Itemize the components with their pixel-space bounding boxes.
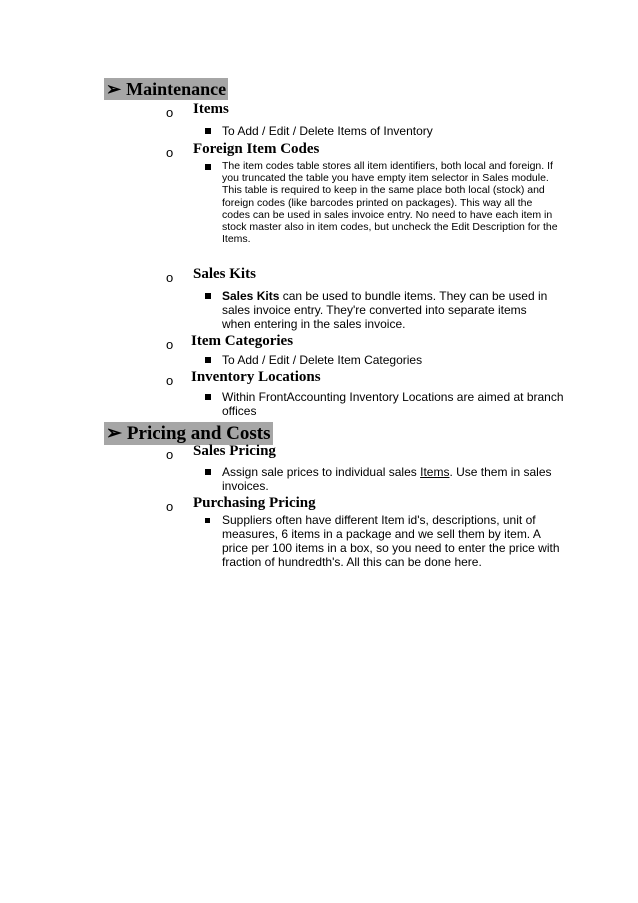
- circle-bullet-icon: o: [166, 373, 174, 388]
- bullet-text: Within FrontAccounting Inventory Locations are aimed at branch offices: [222, 390, 564, 418]
- circle-bullet-icon: o: [166, 105, 174, 120]
- item-heading: Items: [193, 101, 229, 117]
- circle-bullet-icon: o: [166, 499, 174, 514]
- square-bullet-icon: [205, 128, 211, 134]
- bullet-text: [222, 289, 557, 331]
- item-heading: Inventory Locations: [191, 369, 321, 385]
- circle-bullet-icon: o: [166, 337, 174, 352]
- arrow-bullet-icon: ➢: [106, 423, 122, 444]
- item-heading: Sales Kits: [193, 266, 256, 282]
- bullet-text-rest: can be used to bundle items. They can be used in sales invoice entry. They're converted into separate items when entering in the sales invoice.: [222, 289, 548, 331]
- section-title: Maintenance: [126, 79, 227, 99]
- circle-bullet-icon: o: [166, 145, 174, 160]
- item-heading: Item Categories: [191, 333, 294, 349]
- square-bullet-icon: [205, 293, 211, 299]
- bullet-text-post: . Use them in sales invoices.: [222, 465, 552, 493]
- bullet-text: To Add / Edit / Delete Items of Inventory: [222, 124, 433, 138]
- bullet-text-pre: Assign sale prices to individual sales: [222, 465, 421, 479]
- bullet-text: [222, 465, 562, 493]
- square-bullet-icon: [205, 394, 211, 400]
- bold-term: Sales Kits: [222, 289, 280, 303]
- items-link[interactable]: Items: [420, 465, 450, 479]
- item-heading: Sales Pricing: [193, 443, 276, 459]
- bullet-text: The item codes table stores all item identifiers, both local and foreign. If you truncated the table you have empty item selector in Sales module. This table is required to keep in the same place both local (stock) and foreign codes (like barcodes printed on packages). This way all the codes can be used in sales invoice entry. No need to have each item in stock master also in item codes, but uncheck the Edit Description for the Items.: [222, 160, 558, 246]
- bullet-text: To Add / Edit / Delete Item Categories: [222, 353, 423, 367]
- section-title: Pricing and Costs: [126, 423, 271, 444]
- arrow-bullet-icon: ➢: [106, 79, 122, 99]
- section-heading-maintenance: [104, 78, 228, 100]
- square-bullet-icon: [205, 164, 211, 170]
- square-bullet-icon: [205, 469, 211, 475]
- square-bullet-icon: [205, 357, 211, 363]
- circle-bullet-icon: o: [166, 447, 174, 462]
- item-heading: Purchasing Pricing: [193, 495, 316, 511]
- square-bullet-icon: [205, 518, 210, 523]
- bullet-text: Suppliers often have different Item id's, descriptions, unit of measures, 6 items in a package and we sell them by item. A price per 100 items in a box, so you need to enter the price with fraction of hundredth's. All this can be done here.: [222, 513, 560, 569]
- section-heading-pricing: [104, 422, 273, 445]
- item-heading: Foreign Item Codes: [193, 141, 320, 157]
- circle-bullet-icon: o: [166, 270, 174, 285]
